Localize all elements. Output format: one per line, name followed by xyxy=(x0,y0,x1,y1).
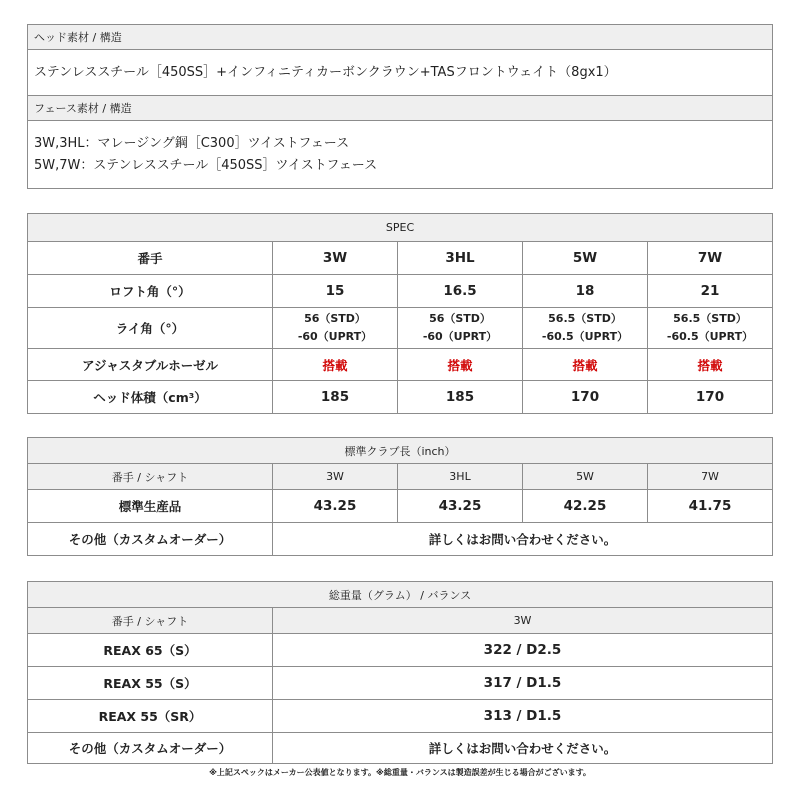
custom-order-value: 詳しくはお問い合わせください。 xyxy=(273,733,773,764)
volume-value: 170 xyxy=(648,381,773,414)
weight-title: 総重量（グラム） / バランス xyxy=(28,582,773,608)
weight-header-label: 番手 / シャフト xyxy=(28,608,273,634)
volume-label: ヘッド体積（cm³） xyxy=(28,381,273,414)
custom-order-label: その他（カスタムオーダー） xyxy=(28,733,273,764)
lie-value xyxy=(398,308,523,349)
loft-value: 15 xyxy=(273,275,398,308)
lie-uprt: -60（UPRT） xyxy=(297,330,373,343)
material-info-table xyxy=(27,24,773,189)
length-club: 7W xyxy=(648,464,773,490)
shaft-label: REAX 65（S） xyxy=(28,634,273,667)
lie-value xyxy=(523,308,648,349)
shaft-label: REAX 55（SR） xyxy=(28,700,273,733)
face-material-header: フェース素材 / 構造 xyxy=(28,96,773,121)
spec-club: 3HL xyxy=(398,242,523,275)
footnote: ※上記スペックはメーカー公表値となります。※総重量・バランスは製造誤差が生じる場合がございます。 xyxy=(209,768,591,777)
standard-label: 標準生産品 xyxy=(28,490,273,523)
volume-value: 170 xyxy=(523,381,648,414)
spec-header-label: 番手 xyxy=(28,242,273,275)
face-material-body xyxy=(28,121,773,189)
spec-table xyxy=(27,213,773,414)
lie-std: 56（STD） xyxy=(304,312,366,325)
head-material-header: ヘッド素材 / 構造 xyxy=(28,25,773,50)
lie-value xyxy=(273,308,398,349)
loft-label: ロフト角（°） xyxy=(28,275,273,308)
volume-value: 185 xyxy=(398,381,523,414)
hosel-label: アジャスタブルホーゼル xyxy=(28,349,273,381)
lie-std: 56.5（STD） xyxy=(548,312,622,325)
lie-uprt: -60.5（UPRT） xyxy=(666,330,754,343)
head-material-body: ステンレススチール［450SS］+インフィニティカーボンクラウン+TASフロントウェイト（8gx1） xyxy=(28,50,773,96)
weight-club: 3W xyxy=(273,608,773,634)
standard-length: 43.25 xyxy=(398,490,523,523)
custom-order-value: 詳しくはお問い合わせください。 xyxy=(273,523,773,556)
spec-club: 7W xyxy=(648,242,773,275)
club-length-table xyxy=(27,437,773,556)
loft-value: 21 xyxy=(648,275,773,308)
custom-order-label: その他（カスタムオーダー） xyxy=(28,523,273,556)
hosel-value: 搭載 xyxy=(398,349,523,381)
length-club: 3W xyxy=(273,464,398,490)
standard-length: 43.25 xyxy=(273,490,398,523)
face-material-line-2: 5W,7W：ステンレススチール［450SS］ツイストフェース xyxy=(34,157,378,173)
lie-uprt: -60（UPRT） xyxy=(422,330,498,343)
length-header-label: 番手 / シャフト xyxy=(28,464,273,490)
face-material-line-1: 3W,3HL：マレージング鋼［C300］ツイストフェース xyxy=(34,135,350,151)
weight-value: 313 / D1.5 xyxy=(273,700,773,733)
volume-value: 185 xyxy=(273,381,398,414)
hosel-value: 搭載 xyxy=(273,349,398,381)
spec-club: 5W xyxy=(523,242,648,275)
standard-length: 42.25 xyxy=(523,490,648,523)
lie-uprt: -60.5（UPRT） xyxy=(541,330,629,343)
lie-std: 56（STD） xyxy=(429,312,491,325)
lie-value xyxy=(648,308,773,349)
shaft-label: REAX 55（S） xyxy=(28,667,273,700)
standard-length: 41.75 xyxy=(648,490,773,523)
weight-value: 322 / D2.5 xyxy=(273,634,773,667)
lie-std: 56.5（STD） xyxy=(673,312,747,325)
weight-value: 317 / D1.5 xyxy=(273,667,773,700)
weight-balance-table xyxy=(27,581,773,764)
hosel-value: 搭載 xyxy=(523,349,648,381)
lie-label: ライ角（°） xyxy=(28,308,273,349)
spec-club: 3W xyxy=(273,242,398,275)
length-club: 3HL xyxy=(398,464,523,490)
loft-value: 18 xyxy=(523,275,648,308)
loft-value: 16.5 xyxy=(398,275,523,308)
length-club: 5W xyxy=(523,464,648,490)
length-title: 標準クラブ長（inch） xyxy=(28,438,773,464)
spec-title: SPEC xyxy=(28,214,773,242)
hosel-value: 搭載 xyxy=(648,349,773,381)
